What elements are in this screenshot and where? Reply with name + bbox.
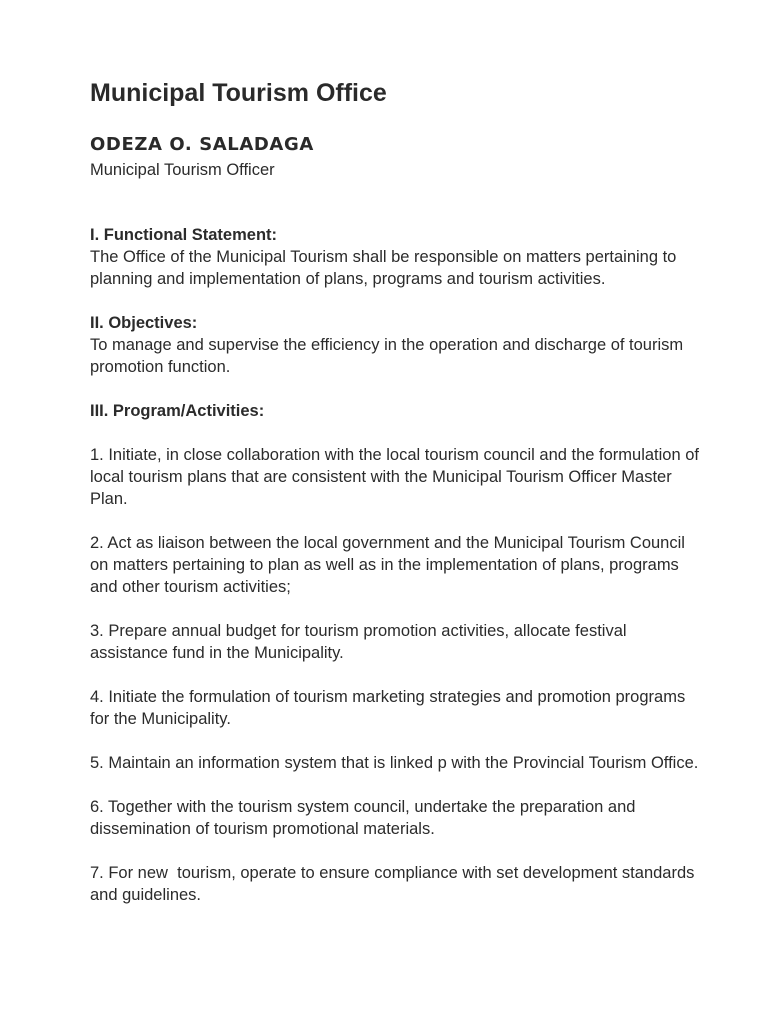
program-item: 3. Prepare annual budget for tourism promotion activities, allocate festival assistance fund in the Municipality. <box>90 622 632 662</box>
program-item: 5. Maintain an information system that is linked p with the Provincial Tourism Office. <box>90 754 699 772</box>
programs-heading: III. Program/Activities: <box>90 402 265 420</box>
objectives-heading: II. Objectives: <box>90 314 198 332</box>
program-item: 4. Initiate the formulation of tourism marketing strategies and promotion programs for the Municipality. <box>90 688 690 728</box>
programs-section <box>90 400 704 906</box>
officer-name: ODEZA O. SALADAGA <box>90 134 314 155</box>
program-item: 2. Act as liaison between the local government and the Municipal Tourism Council on matters pertaining to plan as well as in the implementation of plans, programs and other tourism activities; <box>90 534 690 596</box>
functional-statement-section <box>90 224 700 290</box>
objectives-body: To manage and supervise the efficiency in the operation and discharge of tourism promotion function. <box>90 336 684 376</box>
objectives-section <box>90 312 700 378</box>
program-item: 1. Initiate, in close collaboration with the local tourism council and the formulation of local tourism plans that are consistent with the Municipal Tourism Officer Master Plan. <box>90 446 704 508</box>
program-item: 6. Together with the tourism system council, undertake the preparation and dissemination of tourism promotional materials. <box>90 798 641 838</box>
document-title: Municipal Tourism Office <box>90 79 387 107</box>
document-page <box>90 78 704 928</box>
program-item: 7. For new tourism, operate to ensure compliance with set development standards and guidelines. <box>90 864 699 904</box>
officer-role: Municipal Tourism Officer <box>90 161 275 179</box>
functional-statement-body: The Office of the Municipal Tourism shall be responsible on matters pertaining to planning and implementation of plans, programs and tourism activities. <box>90 248 677 288</box>
programs-list <box>90 444 704 906</box>
functional-statement-heading: I. Functional Statement: <box>90 226 278 244</box>
